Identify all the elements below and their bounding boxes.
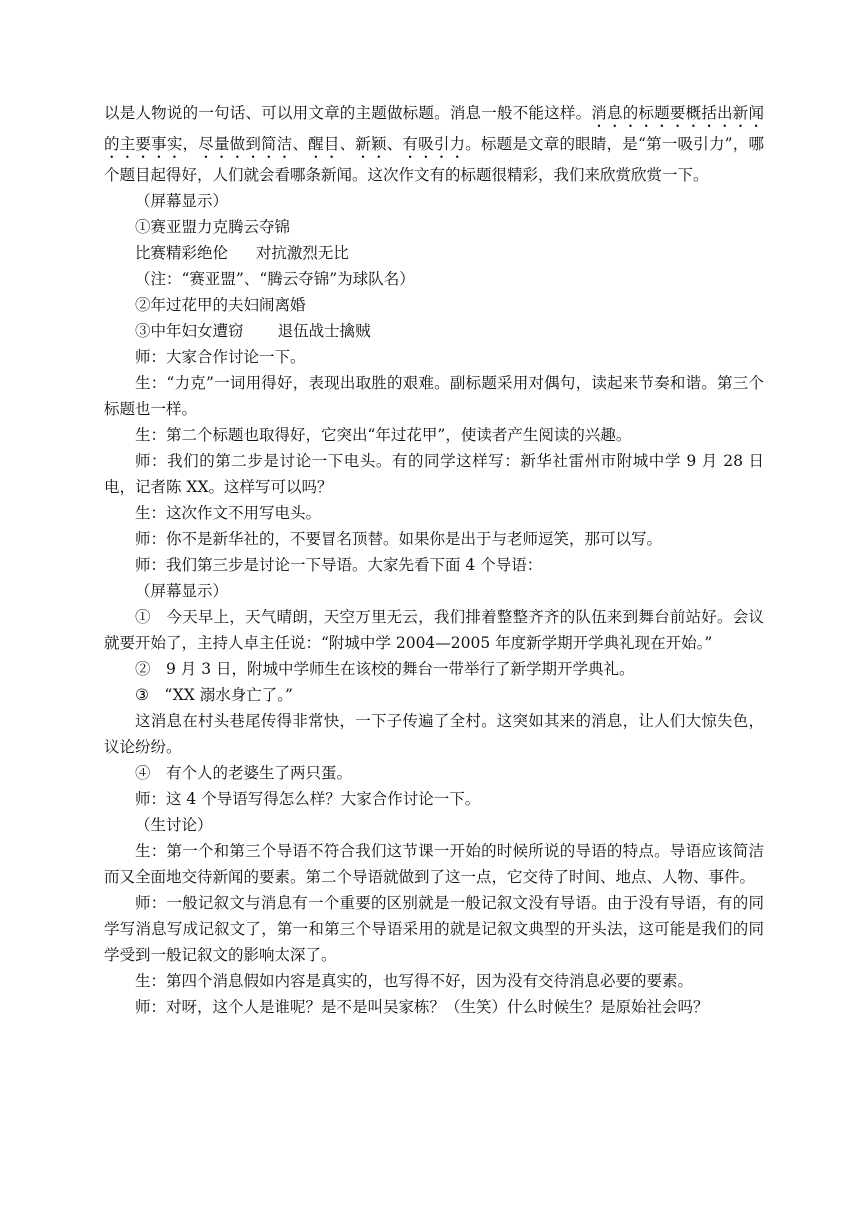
title-example-1b xyxy=(104,240,764,266)
dialogue-1: 师：大家合作讨论一下。 xyxy=(135,348,306,366)
paragraph-intro xyxy=(104,100,764,188)
dialogue-11: 师：一般记叙文与消息有一个重要的区别就是一般记叙文没有导语。由于没有导语，有的同学写消息写成记叙文了，第一和第三个导语采用的就是记叙文典型的开头法，这可能是我们的同学受到一般记叙文的影响太深了。 xyxy=(104,894,764,964)
dialogue-7: 师：我们第三步是讨论一下导语。大家先看下面 4 个导语： xyxy=(135,556,543,574)
intro-text-b: 。标题是文章的眼睛，是“第一吸引力”，哪个题目起得好，人们就会看哪条新闻。这次作文有的标题很精彩，我们来欣赏欣赏一下。 xyxy=(104,135,764,184)
dialogue-12: 生：第四个消息假如内容是真实的，也写得不好，因为没有交待消息必要的要素。 xyxy=(135,972,694,990)
title-example-2: ②年过花甲的夫妇闹离婚 xyxy=(135,296,306,314)
document-body xyxy=(104,100,764,1020)
title-3-part2: 退伍战士擒贼 xyxy=(277,322,371,340)
title-example-3 xyxy=(104,318,764,344)
intro-text-a: 以是人物说的一句话、可以用文章的主题做标题。消息一般不能这样。 xyxy=(104,104,592,122)
dialogue-3: 生：第二个标题也取得好，它突出“年过花甲”，使读者产生阅读的兴趣。 xyxy=(135,426,632,444)
dialogue-10: 生：第一个和第三个导语不符合我们这节课一开始的时候所说的导语的特点。导语应该简洁而又全面地交待新闻的要素。第二个导语就做到了这一点，它交待了时间、地点、人物、事件。 xyxy=(104,842,764,886)
screen-note-1: （屏幕显示） xyxy=(135,192,229,210)
dialogue-13: 师：对呀，这个人是谁呢？是不是叫吴家栋？（生笑）什么时候生？是原始社会吗？ xyxy=(135,998,709,1016)
title-1b-part1: 比赛精彩绝伦 xyxy=(135,244,229,262)
lead-example-4: ④ 有个人的老婆生了两只蛋。 xyxy=(135,764,353,782)
lead-example-3: ③ “XX 溺水身亡了。” xyxy=(135,686,293,704)
dialogue-9: （生讨论） xyxy=(135,816,213,834)
lead-example-2: ② 9 月 3 日，附城中学师生在该校的舞台一带举行了新学期开学典礼。 xyxy=(135,660,635,678)
dialogue-5: 生：这次作文不用写电头。 xyxy=(135,504,322,522)
dialogue-6: 师：你不是新华社的，不要冒名顶替。如果你是出于与老师逗笑，那可以写。 xyxy=(135,530,663,548)
dialogue-2: 生：“力克”一词用得好，表现出取胜的艰难。副标题采用对偶句，读起来节奏和谐。第三个标题也一样。 xyxy=(104,374,764,418)
title-1b-part2: 对抗激烈无比 xyxy=(255,244,349,262)
lead-example-1: ① 今天早上，天气晴朗，天空万里无云，我们排着整整齐齐的队伍来到舞台前站好。会议就要开始了，主持人卓主任说：“附城中学 2004—2005 年度新学期开学典礼现在开始。” xyxy=(104,608,764,652)
intro-emphasis: 消息的标题要概括出新闻的主要事实，尽量做到简洁、醒目、新颖、有吸引力 xyxy=(104,104,764,153)
title-3-part1: ③中年妇女遭窃 xyxy=(135,322,244,340)
dialogue-4: 师：我们的第二步是讨论一下电头。有的同学这样写：新华社雷州市附城中学 9 月 28 日电，记者陈 XX。这样写可以吗？ xyxy=(104,452,764,496)
title-example-1c: （注：“赛亚盟”、“腾云夺锦”为球队名） xyxy=(135,270,415,288)
title-example-1a: ①赛亚盟力克腾云夺锦 xyxy=(135,218,291,236)
lead-example-3-body: 这消息在村头巷尾传得非常快，一下子传遍了全村。这突如其来的消息，让人们大惊失色，议论纷纷。 xyxy=(104,712,764,756)
screen-note-2: （屏幕显示） xyxy=(135,582,229,600)
dialogue-8: 师：这 4 个导语写得怎么样？大家合作讨论一下。 xyxy=(135,790,481,808)
